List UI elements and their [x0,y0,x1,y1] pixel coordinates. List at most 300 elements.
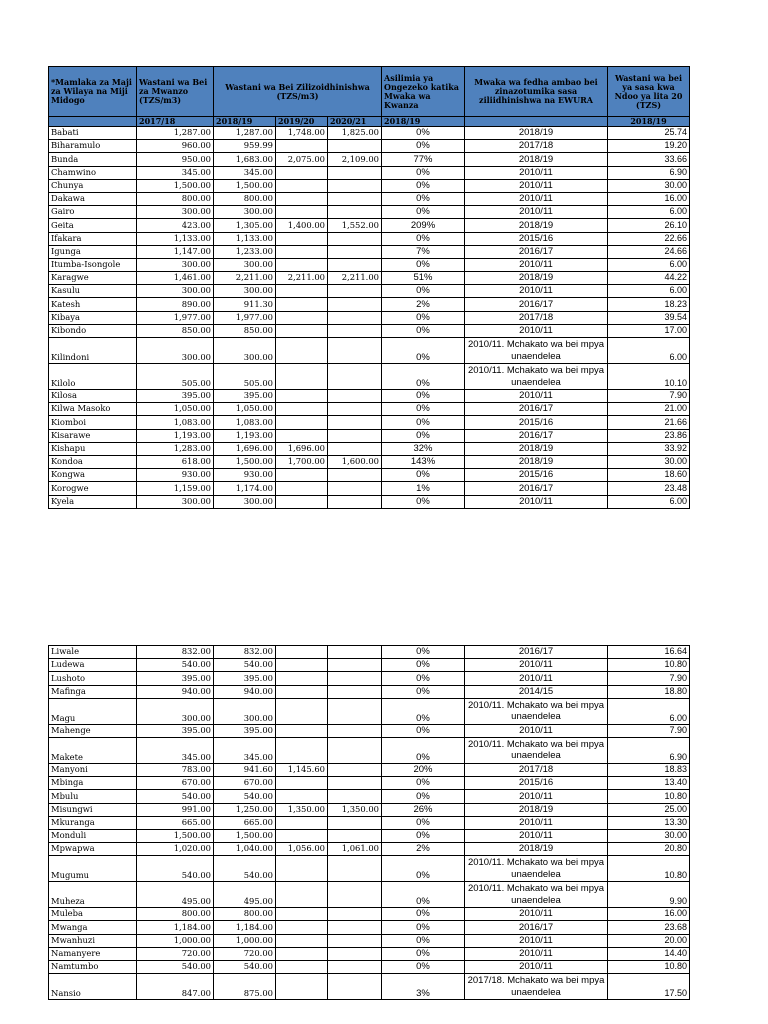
bucket-price: 30.00 [608,829,690,842]
price-2018: 670.00 [214,777,276,790]
table-row [49,285,690,298]
authority-name: Itumba-Isongole [49,258,137,271]
price-2019 [276,245,328,258]
table-row [49,698,690,724]
price-2020 [328,856,382,882]
table-row [49,856,690,882]
bucket-price: 26.10 [608,219,690,232]
price-2018: 832.00 [214,646,276,659]
increase-percent: 0% [382,921,465,934]
price-2019 [276,206,328,219]
authority-name: Magu [49,698,137,724]
initial-price: 1,147.00 [137,245,214,258]
approval-year: 2010/11. Mchakato wa bei mpya unaendelea [465,338,608,364]
approval-year: 2010/11 [465,790,608,803]
approval-year: 2010/11 [465,934,608,947]
increase-percent: 0% [382,403,465,416]
approval-year: 2010/11 [465,390,608,403]
increase-percent: 32% [382,442,465,455]
table-row [49,777,690,790]
authority-name: Monduli [49,829,137,842]
bucket-price: 10.10 [608,364,690,390]
table-row [49,685,690,698]
price-2020 [328,974,382,1000]
authority-name: Mahenge [49,724,137,737]
increase-percent: 0% [382,908,465,921]
increase-percent: 0% [382,856,465,882]
price-2020 [328,166,382,179]
bucket-price: 9.90 [608,882,690,908]
price-2019: 1,400.00 [276,219,328,232]
increase-percent: 209% [382,219,465,232]
price-2019 [276,324,328,337]
header-year-2020: 2020/21 [328,117,382,127]
price-2019 [276,166,328,179]
authority-name: Kisarawe [49,429,137,442]
price-2019 [276,921,328,934]
price-2020 [328,258,382,271]
increase-percent: 0% [382,947,465,960]
increase-percent: 0% [382,882,465,908]
increase-percent: 143% [382,455,465,468]
bucket-price: 6.00 [608,285,690,298]
price-2018: 1,133.00 [214,232,276,245]
price-2019 [276,685,328,698]
price-2019 [276,724,328,737]
authority-name: Kilolo [49,364,137,390]
increase-percent: 20% [382,763,465,776]
authority-name: Katesh [49,298,137,311]
price-2020 [328,179,382,192]
authority-name: Chamwino [49,166,137,179]
table-row [49,429,690,442]
price-2019 [276,882,328,908]
bucket-price: 13.40 [608,777,690,790]
bucket-price: 24.66 [608,245,690,258]
bucket-price: 7.90 [608,672,690,685]
price-2018: 1,050.00 [214,403,276,416]
table-row [49,646,690,659]
authority-name: Ifakara [49,232,137,245]
price-2018: 1,287.00 [214,127,276,140]
approval-year: 2016/17 [465,921,608,934]
price-2019 [276,258,328,271]
initial-price: 1,500.00 [137,179,214,192]
table-row [49,127,690,140]
bucket-price: 30.00 [608,455,690,468]
price-2020 [328,324,382,337]
bucket-price: 33.66 [608,153,690,166]
approval-year: 2010/11. Mchakato wa bei mpya unaendelea [465,856,608,882]
initial-price: 950.00 [137,153,214,166]
increase-percent: 3% [382,974,465,1000]
increase-percent: 0% [382,179,465,192]
initial-price: 1,500.00 [137,829,214,842]
increase-percent: 7% [382,245,465,258]
initial-price: 670.00 [137,777,214,790]
price-2020 [328,961,382,974]
approval-year: 2015/16 [465,777,608,790]
increase-percent: 0% [382,285,465,298]
approval-year: 2015/16 [465,232,608,245]
table-row [49,390,690,403]
price-2020 [328,469,382,482]
initial-price: 1,977.00 [137,311,214,324]
price-2020 [328,882,382,908]
bucket-price: 7.90 [608,390,690,403]
table-row [49,179,690,192]
table-row [49,140,690,153]
bucket-price: 17.50 [608,974,690,1000]
price-2019 [276,777,328,790]
initial-price: 930.00 [137,469,214,482]
increase-percent: 2% [382,298,465,311]
header-year-blank [465,117,608,127]
price-2020 [328,338,382,364]
increase-percent: 0% [382,737,465,763]
authority-name: Babati [49,127,137,140]
approval-year: 2010/11 [465,908,608,921]
price-2020 [328,232,382,245]
bucket-price: 23.48 [608,482,690,495]
price-2020 [328,646,382,659]
table-row [49,298,690,311]
approval-year: 2018/19 [465,127,608,140]
bucket-price: 39.54 [608,311,690,324]
approval-year: 2010/11 [465,179,608,192]
bucket-price: 22.66 [608,232,690,245]
approval-year: 2010/11. Mchakato wa bei mpya unaendelea [465,882,608,908]
authority-name: Mpwapwa [49,843,137,856]
authority-name: Kishapu [49,442,137,455]
header-year-pct: 2018/19 [382,117,465,127]
approval-year: 2010/11 [465,192,608,205]
bucket-price: 18.80 [608,685,690,698]
bucket-price: 6.00 [608,258,690,271]
initial-price: 665.00 [137,816,214,829]
approval-year: 2016/17 [465,429,608,442]
price-2019 [276,338,328,364]
bucket-price: 10.80 [608,856,690,882]
price-2018: 395.00 [214,672,276,685]
price-2019 [276,829,328,842]
authority-name: Misungwi [49,803,137,816]
authority-name: Chunya [49,179,137,192]
initial-price: 1,133.00 [137,232,214,245]
initial-price: 423.00 [137,219,214,232]
approval-year: 2016/17 [465,245,608,258]
table-row [49,455,690,468]
bucket-price: 16.00 [608,192,690,205]
approval-year: 2017/18 [465,311,608,324]
price-2020 [328,829,382,842]
increase-percent: 0% [382,166,465,179]
table-row [49,803,690,816]
header-initial-price: Wastani wa Bei za Mwanzo (TZS/m3) [137,67,214,117]
header-year-2019: 2019/20 [276,117,328,127]
bucket-price: 23.86 [608,429,690,442]
header-year-last: 2018/19 [608,117,690,127]
price-2018: 1,000.00 [214,934,276,947]
price-2018: 540.00 [214,659,276,672]
authority-name: Muleba [49,908,137,921]
table-row [49,763,690,776]
price-2018: 665.00 [214,816,276,829]
increase-percent: 0% [382,698,465,724]
price-2019: 1,145.60 [276,763,328,776]
increase-percent: 0% [382,934,465,947]
bucket-price: 13.30 [608,816,690,829]
price-2018: 850.00 [214,324,276,337]
price-2020 [328,672,382,685]
table-row [49,790,690,803]
increase-percent: 0% [382,429,465,442]
table-row [49,206,690,219]
initial-price: 540.00 [137,961,214,974]
approval-year: 2016/17 [465,298,608,311]
initial-price: 1,050.00 [137,403,214,416]
table-row [49,934,690,947]
bucket-price: 20.80 [608,843,690,856]
table-row [49,469,690,482]
bucket-price: 7.90 [608,724,690,737]
price-2018: 395.00 [214,390,276,403]
price-2018: 540.00 [214,790,276,803]
approval-year: 2018/19 [465,843,608,856]
table-row [49,192,690,205]
approval-year: 2010/11 [465,961,608,974]
price-2018: 1,083.00 [214,416,276,429]
increase-percent: 0% [382,364,465,390]
price-2018: 540.00 [214,961,276,974]
price-2018: 941.60 [214,763,276,776]
price-2020 [328,311,382,324]
price-2019 [276,482,328,495]
price-2018: 911.30 [214,298,276,311]
price-2019 [276,140,328,153]
authority-name: Mafinga [49,685,137,698]
initial-price: 300.00 [137,698,214,724]
price-2019 [276,790,328,803]
authority-name: Kasulu [49,285,137,298]
price-2020 [328,790,382,803]
table-row [49,882,690,908]
increase-percent: 0% [382,469,465,482]
header-blank [49,117,137,127]
price-2019: 1,748.00 [276,127,328,140]
price-2019 [276,364,328,390]
price-2019 [276,974,328,1000]
initial-price: 1,020.00 [137,843,214,856]
bucket-price: 6.00 [608,495,690,508]
price-2019 [276,908,328,921]
price-2018: 300.00 [214,495,276,508]
price-2018: 505.00 [214,364,276,390]
authority-name: Kyela [49,495,137,508]
bucket-price: 6.00 [608,338,690,364]
initial-price: 540.00 [137,856,214,882]
approval-year: 2010/11 [465,947,608,960]
initial-price: 300.00 [137,338,214,364]
increase-percent: 0% [382,416,465,429]
approval-year: 2010/11 [465,816,608,829]
price-2019 [276,934,328,947]
price-2020 [328,482,382,495]
price-2020 [328,947,382,960]
table-row [49,153,690,166]
authority-name: Igunga [49,245,137,258]
approval-year: 2010/11 [465,324,608,337]
price-2019: 1,700.00 [276,455,328,468]
table-row [49,659,690,672]
increase-percent: 0% [382,192,465,205]
initial-price: 300.00 [137,258,214,271]
bucket-price: 18.23 [608,298,690,311]
bucket-price: 10.80 [608,961,690,974]
price-2020 [328,685,382,698]
price-2018: 1,500.00 [214,829,276,842]
table-row [49,672,690,685]
bucket-price: 30.00 [608,179,690,192]
authority-name: Geita [49,219,137,232]
table-row [49,232,690,245]
price-2018: 1,500.00 [214,455,276,468]
bucket-price: 18.83 [608,763,690,776]
bucket-price: 6.00 [608,698,690,724]
increase-percent: 0% [382,816,465,829]
increase-percent: 0% [382,659,465,672]
price-2020: 2,211.00 [328,272,382,285]
increase-percent: 0% [382,258,465,271]
price-2020 [328,495,382,508]
table-row [49,166,690,179]
price-2019 [276,179,328,192]
price-2018: 495.00 [214,882,276,908]
price-2019: 2,211.00 [276,272,328,285]
initial-price: 991.00 [137,803,214,816]
tariff-table-bottom [48,645,690,1000]
bucket-price: 21.66 [608,416,690,429]
header-bucket-price: Wastani wa bei ya sasa kwa Ndoo ya lita 20 (TZS) [608,67,690,117]
table-row [49,324,690,337]
table-row [49,311,690,324]
authority-name: Nansio [49,974,137,1000]
increase-percent: 0% [382,829,465,842]
price-2018: 345.00 [214,737,276,763]
table-row [49,219,690,232]
price-2020 [328,724,382,737]
header-year-2017: 2017/18 [137,117,214,127]
authority-name: Manyoni [49,763,137,776]
approval-year: 2018/19 [465,455,608,468]
price-2018: 300.00 [214,285,276,298]
table-row [49,908,690,921]
approval-year: 2016/17 [465,482,608,495]
initial-price: 1,287.00 [137,127,214,140]
price-2018: 1,683.00 [214,153,276,166]
price-2019 [276,672,328,685]
price-2018: 1,193.00 [214,429,276,442]
price-2020 [328,206,382,219]
initial-price: 890.00 [137,298,214,311]
price-2018: 300.00 [214,206,276,219]
price-2019 [276,311,328,324]
table-row [49,843,690,856]
price-2020 [328,763,382,776]
initial-price: 1,159.00 [137,482,214,495]
initial-price: 1,083.00 [137,416,214,429]
initial-price: 832.00 [137,646,214,659]
price-2018: 800.00 [214,192,276,205]
header-increase-percent: Asilimia ya Ongezeko katika Mwaka wa Kwanza [382,67,465,117]
increase-percent: 0% [382,206,465,219]
price-2020 [328,921,382,934]
price-2018: 959.99 [214,140,276,153]
header-approved-price: Wastani wa Bei Zilizoidhinishwa (TZS/m3) [214,67,382,117]
authority-name: Mbinga [49,777,137,790]
authority-name: Kongwa [49,469,137,482]
approval-year: 2010/11 [465,495,608,508]
price-2019 [276,429,328,442]
price-2018: 1,305.00 [214,219,276,232]
approval-year: 2016/17 [465,403,608,416]
approval-year: 2017/18 [465,140,608,153]
bucket-price: 6.90 [608,737,690,763]
bucket-price: 10.80 [608,790,690,803]
authority-name: Kibondo [49,324,137,337]
bucket-price: 33.92 [608,442,690,455]
price-2019: 2,075.00 [276,153,328,166]
increase-percent: 0% [382,311,465,324]
price-2018: 940.00 [214,685,276,698]
increase-percent: 0% [382,338,465,364]
table-row [49,737,690,763]
initial-price: 783.00 [137,763,214,776]
bucket-price: 21.00 [608,403,690,416]
increase-percent: 0% [382,127,465,140]
table-row [49,947,690,960]
approval-year: 2010/11 [465,206,608,219]
table-row [49,482,690,495]
price-2020 [328,140,382,153]
increase-percent: 51% [382,272,465,285]
price-2019 [276,698,328,724]
authority-name: Gairo [49,206,137,219]
price-2020 [328,908,382,921]
price-2019 [276,947,328,960]
table-row [49,442,690,455]
bucket-price: 19.20 [608,140,690,153]
bucket-price: 44.22 [608,272,690,285]
price-2019 [276,495,328,508]
price-2018: 345.00 [214,166,276,179]
increase-percent: 0% [382,324,465,337]
initial-price: 1,000.00 [137,934,214,947]
initial-price: 960.00 [137,140,214,153]
price-2018: 930.00 [214,469,276,482]
table-row [49,258,690,271]
price-2019 [276,390,328,403]
approval-year: 2010/11 [465,659,608,672]
authority-name: Bunda [49,153,137,166]
approval-year: 2018/19 [465,153,608,166]
approval-year: 2018/19 [465,803,608,816]
table-row [49,816,690,829]
initial-price: 300.00 [137,495,214,508]
approval-year: 2015/16 [465,416,608,429]
price-2019 [276,285,328,298]
header-year-2018: 2018/19 [214,117,276,127]
